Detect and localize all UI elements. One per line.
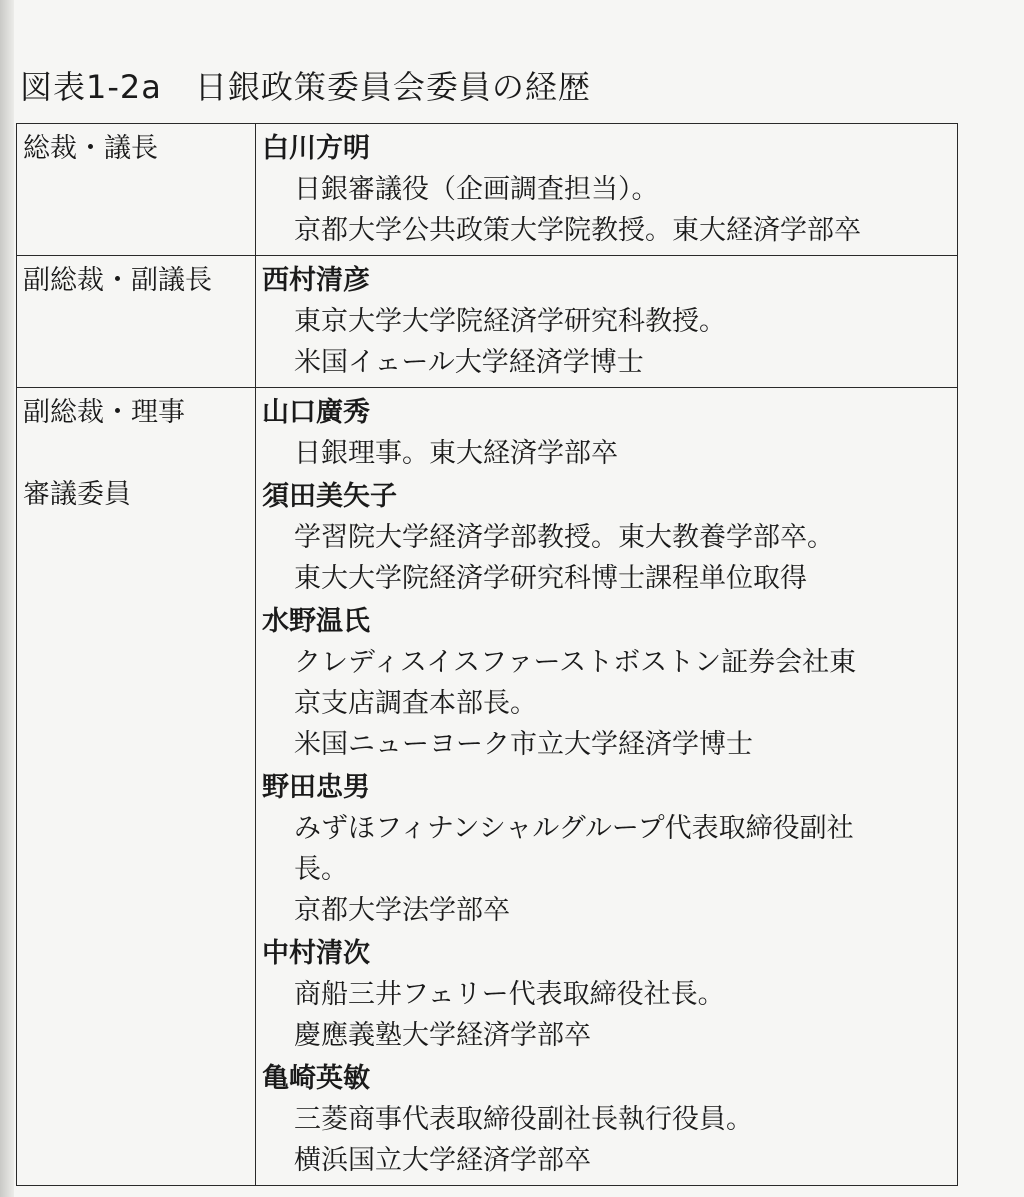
member-name: 野田忠男	[262, 772, 370, 803]
member-name: 水野温氏	[262, 606, 370, 637]
member-entry	[262, 933, 957, 1056]
book-spine-shadow	[0, 0, 14, 1197]
member-name: 白川方明	[262, 133, 370, 164]
career-line: みずほフィナンシャルグループ代表取締役副社	[294, 813, 854, 844]
career-line: 長。	[294, 854, 348, 885]
role-label: 総裁・議長	[23, 133, 158, 164]
career-line: 米国ニューヨーク市立大学経済学博士	[294, 729, 753, 760]
member-cell	[256, 124, 958, 256]
member-name: 山口廣秀	[262, 397, 370, 428]
role-label: 副総裁・副議長	[23, 265, 212, 296]
member-entry	[262, 601, 957, 765]
role-cell	[17, 388, 256, 1186]
member-cell	[256, 388, 958, 1186]
career-line: 日銀理事。東大経済学部卒	[294, 438, 618, 469]
member-name: 西村清彦	[262, 265, 370, 296]
member-entry	[262, 1058, 957, 1181]
member-entry	[262, 128, 957, 251]
member-entry	[262, 476, 957, 599]
career-line: クレディスイスファーストボストン証券会社東	[294, 647, 857, 678]
member-name: 中村清次	[262, 938, 370, 969]
career-line: 東京大学大学院経済学研究科教授。	[294, 306, 726, 337]
career-line: 学習院大学経済学部教授。東大教養学部卒。	[294, 522, 834, 553]
member-entry	[262, 767, 957, 931]
member-entry	[262, 392, 957, 474]
role-label: 副総裁・理事	[23, 397, 185, 428]
member-name: 須田美矢子	[262, 481, 397, 512]
table-row	[17, 256, 958, 388]
member-name: 亀崎英敏	[262, 1063, 370, 1094]
table-row	[17, 124, 958, 256]
career-line: 横浜国立大学経済学部卒	[294, 1145, 591, 1176]
member-entry	[262, 260, 957, 383]
role-cell	[17, 256, 256, 388]
career-line: 東大大学院経済学研究科博士課程単位取得	[294, 563, 807, 594]
role-cell	[17, 124, 256, 256]
member-cell	[256, 256, 958, 388]
policy-board-table	[16, 123, 958, 1186]
role-label: 審議委員	[23, 479, 131, 510]
career-line: 米国イェール大学経済学博士	[294, 347, 644, 378]
career-line: 商船三井フェリー代表取締役社長。	[294, 979, 725, 1010]
career-line: 京都大学公共政策大学院教授。東大経済学部卒	[294, 215, 861, 246]
career-line: 京都大学法学部卒	[294, 895, 510, 926]
career-line: 三菱商事代表取締役副社長執行役員。	[294, 1104, 753, 1135]
figure-title: 図表1-2a 日銀政策委員会委員の経歴	[20, 68, 591, 106]
career-line: 日銀審議役（企画調査担当）。	[294, 174, 659, 205]
career-line: 慶應義塾大学経済学部卒	[294, 1020, 591, 1051]
table-row	[17, 388, 958, 1186]
career-line: 京支店調査本部長。	[294, 688, 537, 719]
